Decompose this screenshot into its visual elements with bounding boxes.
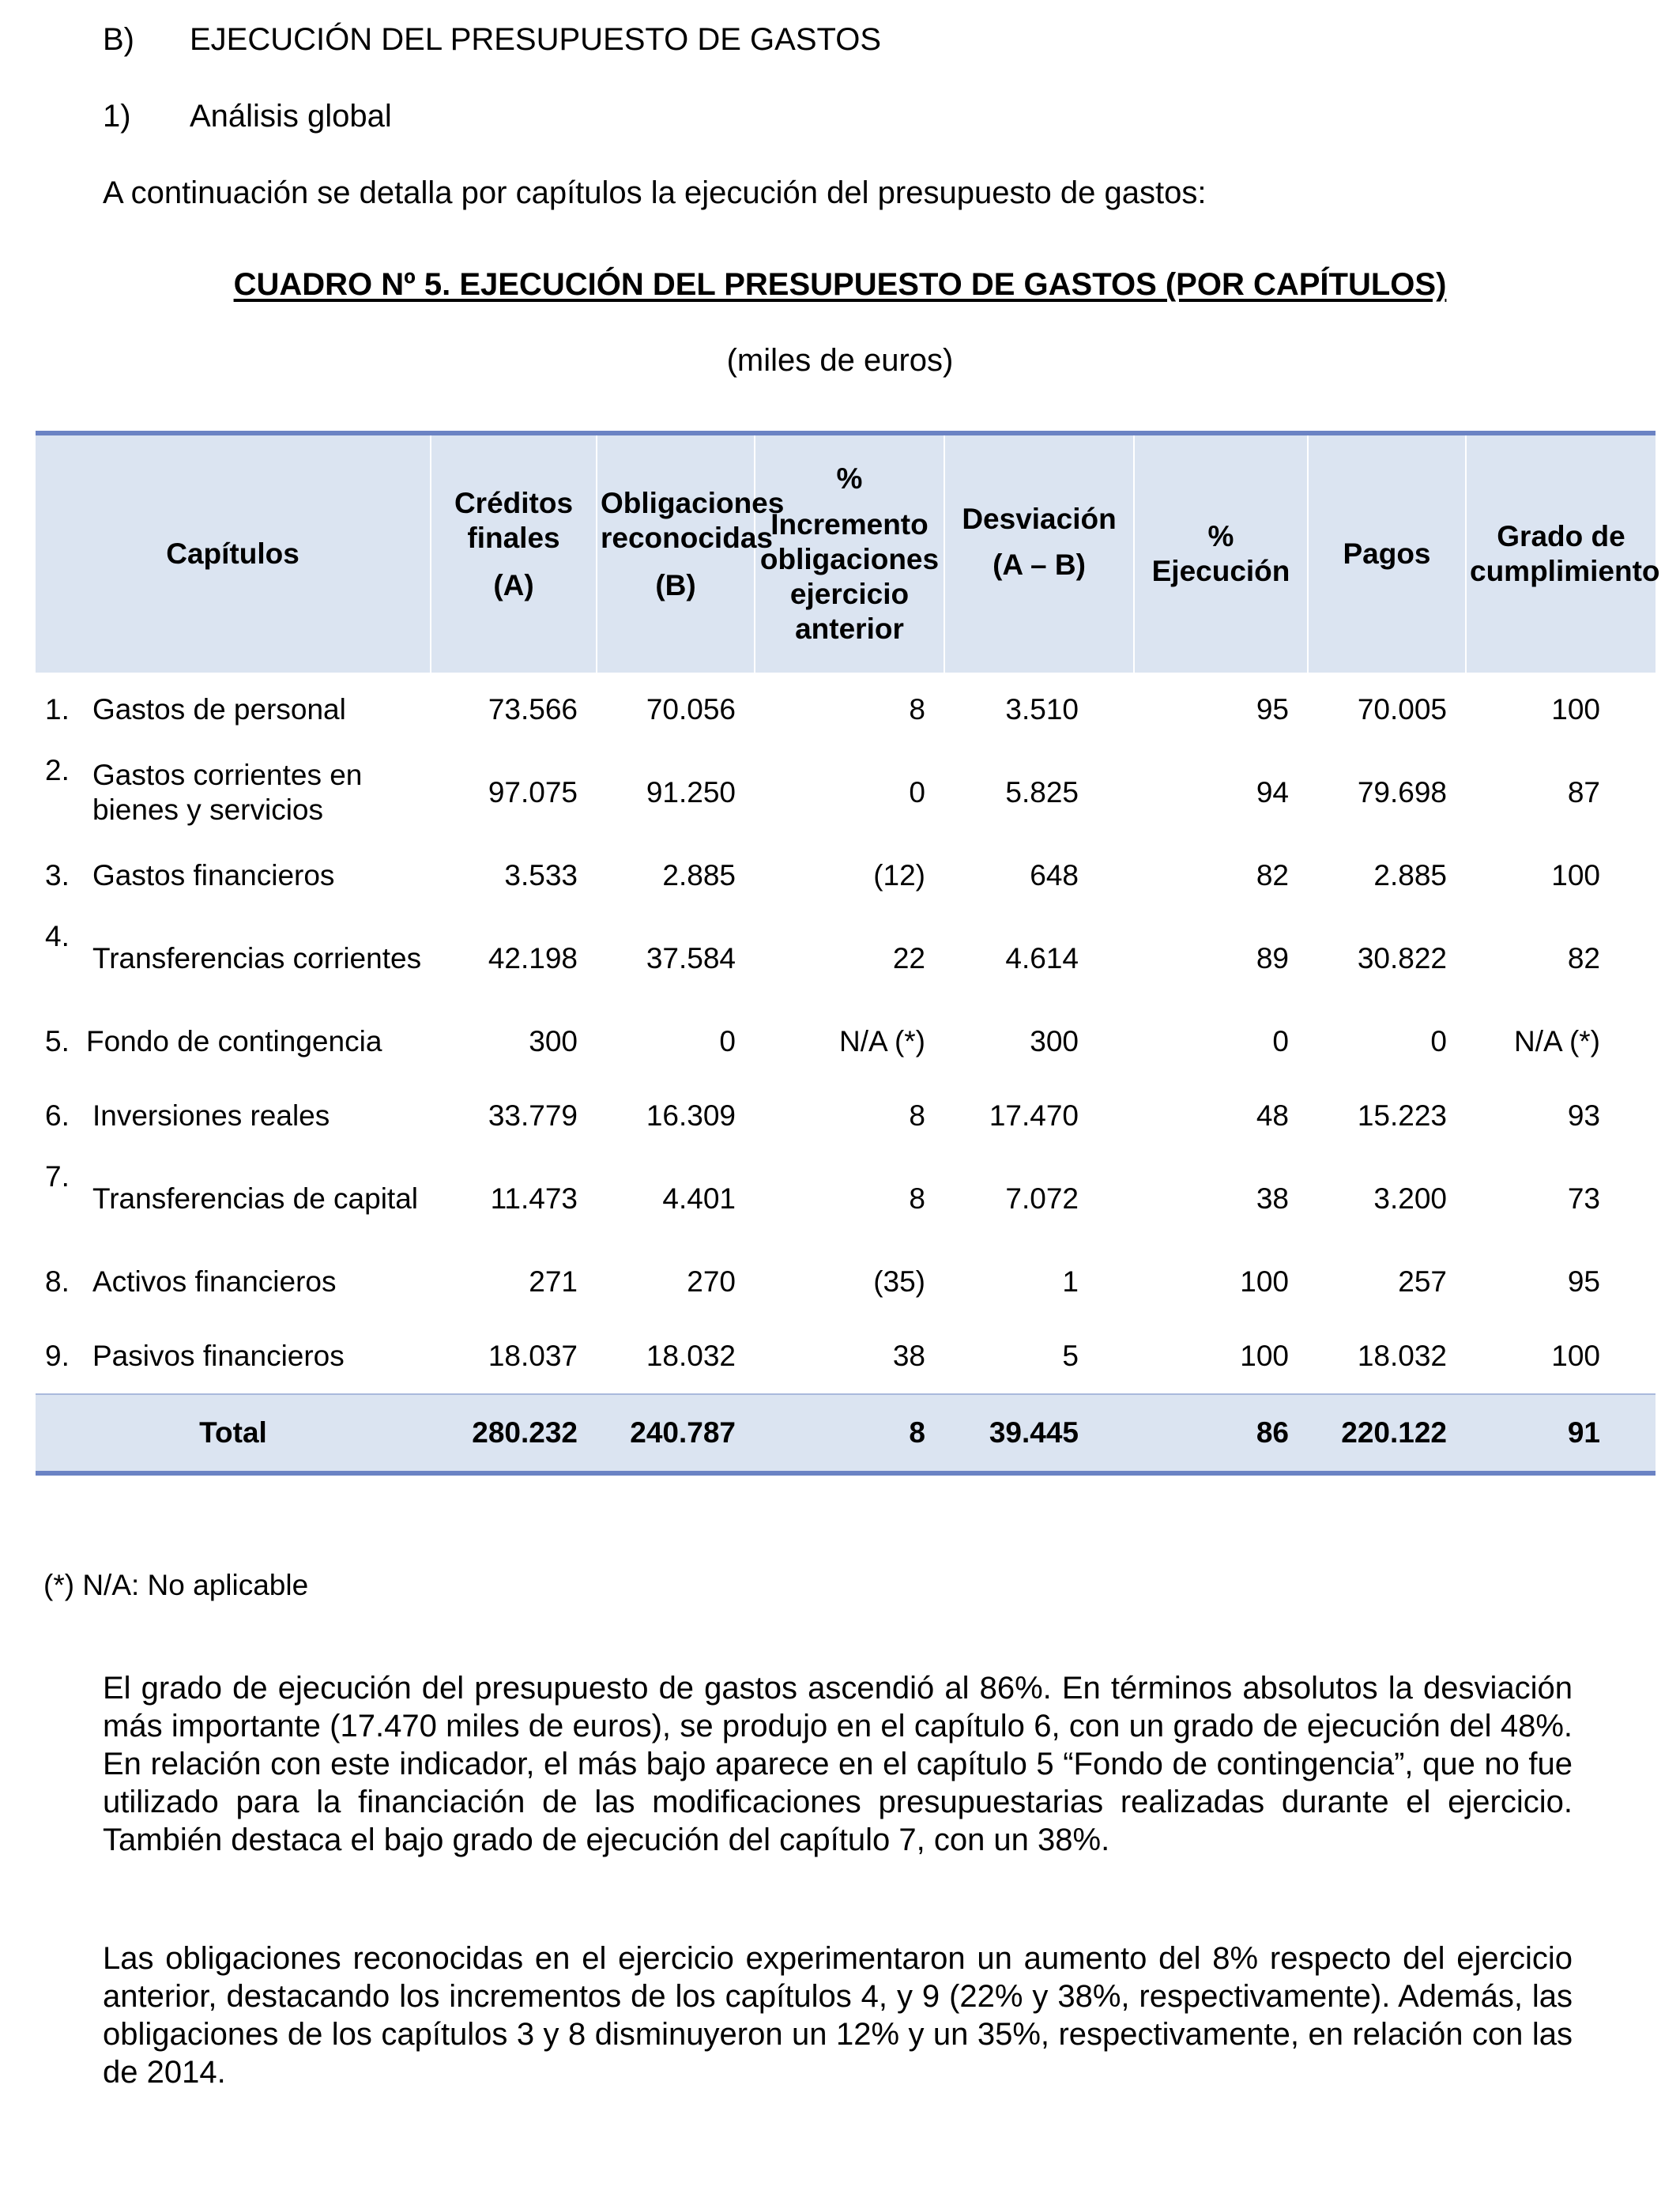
row-label: Gastos corrientes en bienes y servicios (92, 759, 363, 826)
table-row (36, 1079, 1656, 1153)
cell-pagos: 70.005 (1357, 693, 1447, 726)
row-number: 7. (45, 1160, 70, 1193)
cell-ejecucion: 48 (1256, 1099, 1289, 1132)
cell-grado: 100 (1551, 859, 1600, 892)
header-ejecucion: % Ejecución (1134, 433, 1308, 673)
cell-obligaciones: 4.401 (662, 1182, 736, 1215)
cell-obligaciones: 18.032 (646, 1340, 736, 1372)
header-pagos: Pagos (1308, 433, 1466, 673)
cell-grado: 82 (1567, 942, 1600, 974)
cell-grado: 100 (1551, 1340, 1600, 1372)
cell-ejecucion: 38 (1256, 1182, 1289, 1215)
section-marker: B) (103, 22, 134, 57)
cell-obligaciones: 16.309 (646, 1099, 736, 1132)
cell-incremento: 8 (909, 1182, 925, 1215)
table-row (36, 747, 1656, 839)
cell-creditos: 42.198 (488, 942, 578, 974)
cell-desviacion: 3.510 (1005, 693, 1079, 726)
table-title: CUADRO Nº 5. EJECUCIÓN DEL PRESUPUESTO DE GASTOS (POR CAPÍTULOS) (233, 267, 1447, 302)
header-desviacion: Desviación (A – B) (944, 433, 1134, 673)
cell-incremento: 8 (909, 693, 925, 726)
header-capitulos: Capítulos (36, 433, 431, 673)
budget-table (36, 431, 1660, 1476)
row-number: 3. (45, 859, 70, 892)
cell-obligaciones: 270 (687, 1265, 736, 1298)
cell-ejecucion: 94 (1256, 776, 1289, 809)
cell-desviacion: 1 (1062, 1265, 1079, 1298)
cell-grado: 73 (1567, 1182, 1600, 1215)
cell-obligaciones: 37.584 (646, 942, 736, 974)
table-row (36, 673, 1656, 747)
row-label: Transferencias corrientes (92, 942, 422, 974)
row-label: Pasivos financieros (92, 1340, 345, 1372)
total-ejecucion: 86 (1134, 1394, 1308, 1473)
total-incremento: 8 (755, 1394, 944, 1473)
table-row (36, 1153, 1656, 1245)
footnote: (*) N/A: No aplicable (43, 1569, 309, 1601)
cell-creditos: 73.566 (488, 693, 578, 726)
row-number: 6. (45, 1099, 70, 1132)
header-obligaciones: Obligaciones reconocidas (B) (597, 433, 755, 673)
cell-grado: 93 (1567, 1099, 1600, 1132)
cell-pagos: 0 (1430, 1025, 1447, 1057)
row-number: 5. (45, 1025, 70, 1057)
cell-incremento: 8 (909, 1099, 925, 1132)
cell-desviacion: 17.470 (989, 1099, 1079, 1132)
cell-ejecucion: 0 (1272, 1025, 1289, 1057)
table-subtitle: (miles de euros) (726, 343, 954, 378)
total-label: Total (36, 1394, 431, 1473)
paragraph-1: El grado de ejecución del presupuesto de gastos ascendió al 86%. En términos absolutos la desviación más importante (17.470 miles de euros), se produjo en el capítulo 6, con un grado de ejecución del 48%. En relación con este indicador, el más bajo aparece en el capítulo 5 “Fondo de contingencia”, que no fue utilizado para la financiación de las modificaciones presupuestarias realizadas durante el ejercicio. También destaca el bajo grado de ejecución del capítulo 7, con un 38%. (103, 1671, 1573, 1857)
cell-pagos: 257 (1398, 1265, 1447, 1298)
cell-desviacion: 4.614 (1005, 942, 1079, 974)
table-header-row (36, 433, 1656, 673)
cell-obligaciones: 0 (719, 1025, 736, 1057)
subsection-heading: Análisis global (190, 99, 392, 134)
subsection-marker: 1) (103, 99, 131, 134)
cell-obligaciones: 70.056 (646, 693, 736, 726)
table-row (36, 1319, 1656, 1394)
row-number: 4. (45, 920, 70, 953)
cell-pagos: 18.032 (1357, 1340, 1447, 1372)
cell-creditos: 271 (529, 1265, 578, 1298)
cell-obligaciones: 2.885 (662, 859, 736, 892)
cell-pagos: 30.822 (1357, 942, 1447, 974)
row-label: Activos financieros (92, 1265, 337, 1298)
cell-desviacion: 5.825 (1005, 776, 1079, 809)
cell-pagos: 79.698 (1357, 776, 1447, 809)
total-row (36, 1394, 1656, 1473)
row-number: 8. (45, 1265, 70, 1298)
row-number: 2. (45, 754, 70, 787)
total-grado: 91 (1466, 1394, 1656, 1473)
row-label: Gastos financieros (92, 859, 335, 892)
cell-creditos: 11.473 (490, 1182, 578, 1215)
cell-creditos: 18.037 (488, 1340, 578, 1372)
row-label: Fondo de contingencia (86, 1025, 382, 1057)
total-obligaciones: 240.787 (597, 1394, 755, 1473)
cell-grado: 95 (1567, 1265, 1600, 1298)
total-desviacion: 39.445 (944, 1394, 1134, 1473)
row-label: Gastos de personal (92, 693, 346, 726)
cell-grado: 87 (1567, 776, 1600, 809)
cell-ejecucion: 89 (1256, 942, 1289, 974)
row-label: Transferencias de capital (92, 1182, 419, 1215)
cell-creditos: 33.779 (488, 1099, 578, 1132)
total-pagos: 220.122 (1308, 1394, 1466, 1473)
cell-incremento: 0 (909, 776, 925, 809)
cell-pagos: 15.223 (1357, 1099, 1447, 1132)
cell-ejecucion: 100 (1240, 1265, 1289, 1298)
cell-creditos: 300 (529, 1025, 578, 1057)
cell-ejecucion: 82 (1256, 859, 1289, 892)
cell-creditos: 97.075 (488, 776, 578, 809)
cell-obligaciones: 91.250 (646, 776, 736, 809)
cell-incremento: (35) (873, 1265, 925, 1298)
intro-text: A continuación se detalla por capítulos la ejecución del presupuesto de gastos: (103, 175, 1207, 210)
cell-desviacion: 300 (1030, 1025, 1079, 1057)
header-incremento: % Incremento obligaciones ejercicio anterior (755, 433, 944, 673)
table-row (36, 1245, 1656, 1319)
cell-desviacion: 648 (1030, 859, 1079, 892)
cell-pagos: 2.885 (1373, 859, 1447, 892)
section-heading: EJECUCIÓN DEL PRESUPUESTO DE GASTOS (190, 22, 882, 57)
table-row (36, 1005, 1656, 1079)
cell-grado: 100 (1551, 693, 1600, 726)
cell-incremento: N/A (*) (839, 1025, 925, 1057)
cell-ejecucion: 100 (1240, 1340, 1289, 1372)
row-number: 9. (45, 1340, 70, 1372)
row-label: Inversiones reales (92, 1099, 330, 1132)
cell-desviacion: 5 (1062, 1340, 1079, 1372)
cell-incremento: (12) (873, 859, 925, 892)
table-row (36, 913, 1656, 1005)
cell-grado: N/A (*) (1514, 1025, 1600, 1057)
cell-ejecucion: 95 (1256, 693, 1289, 726)
paragraph-2: Las obligaciones reconocidas en el ejercicio experimentaron un aumento del 8% respecto del ejercicio anterior, destacando los incrementos de los capítulos 4, y 9 (22% y 38%, respectivamente). Además, las obligaciones de los capítulos 3 y 8 disminuyeron un 12% y un 35%, respectivamente, en relación con las de 2014. (103, 1941, 1573, 2090)
cell-incremento: 22 (892, 942, 925, 974)
total-creditos: 280.232 (431, 1394, 597, 1473)
cell-pagos: 3.200 (1373, 1182, 1447, 1215)
header-grado: Grado de cumplimiento (1466, 433, 1656, 673)
cell-incremento: 38 (892, 1340, 925, 1372)
header-creditos: Créditos finales (A) (431, 433, 597, 673)
cell-creditos: 3.533 (504, 859, 578, 892)
row-number: 1. (45, 693, 70, 726)
table-row (36, 839, 1656, 913)
cell-desviacion: 7.072 (1005, 1182, 1079, 1215)
